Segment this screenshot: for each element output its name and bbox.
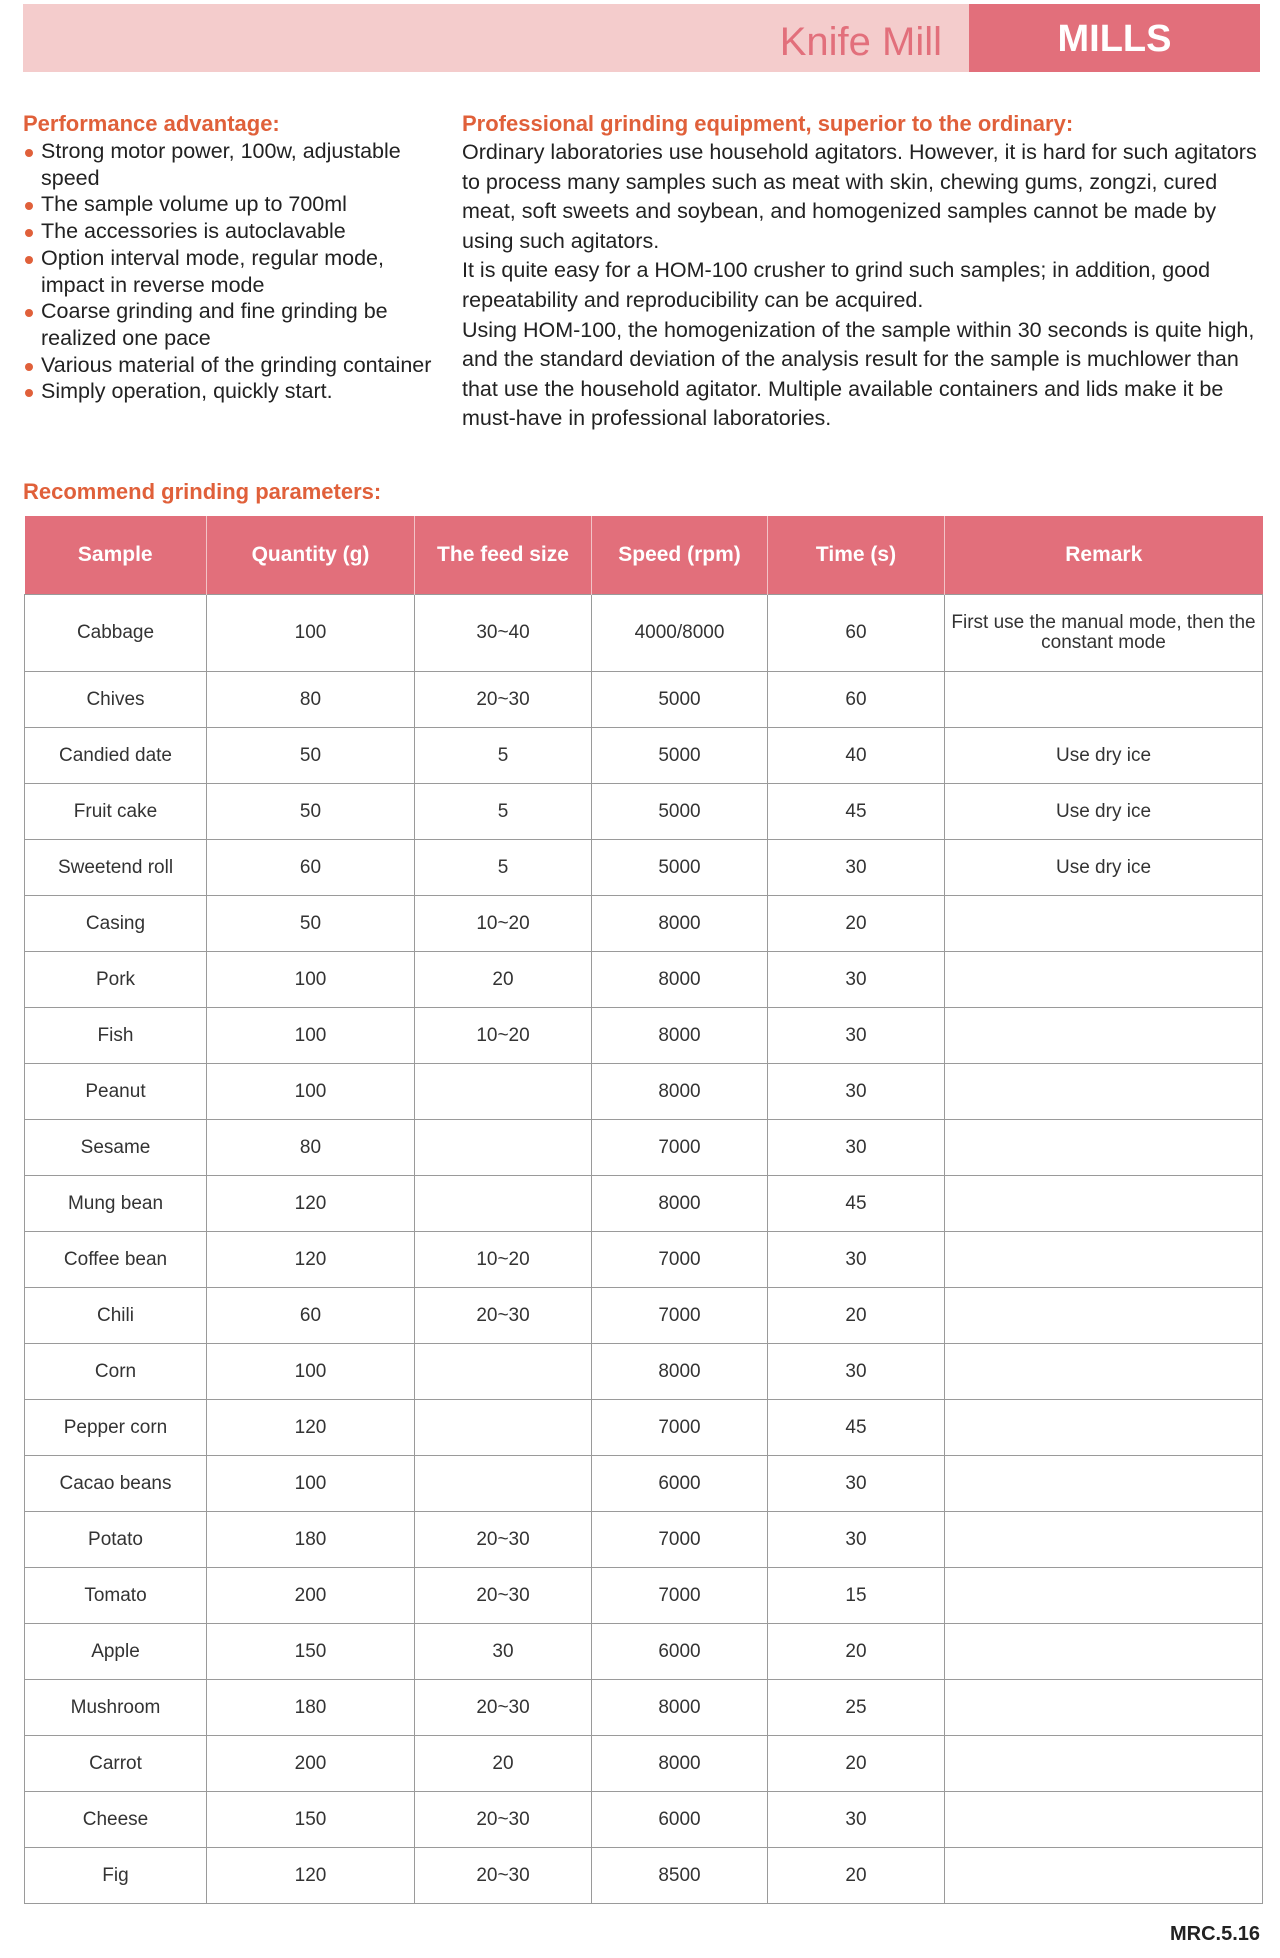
table-row — [25, 1624, 1263, 1680]
cell-feed-size: 10~20 — [415, 896, 592, 952]
cell-quantity: 80 — [207, 1120, 415, 1176]
table-row — [25, 672, 1263, 728]
performance-title: Performance advantage: — [23, 111, 280, 136]
cell-feed-size — [415, 1176, 592, 1232]
cell-feed-size — [415, 1064, 592, 1120]
cell-quantity: 60 — [207, 840, 415, 896]
table-row — [25, 784, 1263, 840]
cell-remark — [945, 896, 1263, 952]
cell-speed: 7000 — [592, 1512, 768, 1568]
professional-title: Professional grinding equipment, superior to the ordinary: — [462, 111, 1074, 136]
cell-sample: Fig — [25, 1848, 207, 1904]
column-header-feed-size: The feed size — [415, 516, 592, 595]
cell-quantity: 100 — [207, 1456, 415, 1512]
table-row — [25, 1176, 1263, 1232]
cell-quantity: 100 — [207, 1008, 415, 1064]
table-header-row — [25, 516, 1263, 595]
cell-feed-size: 10~20 — [415, 1232, 592, 1288]
cell-speed: 8000 — [592, 1736, 768, 1792]
cell-sample: Pepper corn — [25, 1400, 207, 1456]
cell-quantity: 200 — [207, 1736, 415, 1792]
cell-time: 25 — [768, 1680, 945, 1736]
cell-time: 60 — [768, 672, 945, 728]
cell-time: 15 — [768, 1568, 945, 1624]
cell-time: 30 — [768, 1344, 945, 1400]
cell-speed: 5000 — [592, 840, 768, 896]
cell-feed-size: 30 — [415, 1624, 592, 1680]
cell-remark — [945, 1288, 1263, 1344]
cell-sample: Mung bean — [25, 1176, 207, 1232]
cell-sample: Chives — [25, 672, 207, 728]
cell-quantity: 100 — [207, 595, 415, 672]
cell-feed-size: 20~30 — [415, 1568, 592, 1624]
cell-feed-size: 5 — [415, 784, 592, 840]
cell-sample: Potato — [25, 1512, 207, 1568]
cell-speed: 5000 — [592, 672, 768, 728]
cell-sample: Carrot — [25, 1736, 207, 1792]
cell-time: 60 — [768, 595, 945, 672]
cell-remark — [945, 1848, 1263, 1904]
cell-time: 45 — [768, 1176, 945, 1232]
list-item: The accessories is autoclavable — [23, 218, 443, 245]
table-row — [25, 595, 1263, 672]
cell-sample: Coffee bean — [25, 1232, 207, 1288]
cell-speed: 8000 — [592, 952, 768, 1008]
cell-quantity: 150 — [207, 1624, 415, 1680]
cell-remark — [945, 1064, 1263, 1120]
cell-speed: 8000 — [592, 1680, 768, 1736]
column-header-time: Time (s) — [768, 516, 945, 595]
list-item: Coarse grinding and fine grinding be realized one pace — [23, 298, 443, 351]
table-row — [25, 1288, 1263, 1344]
cell-time: 30 — [768, 1120, 945, 1176]
paragraph: Using HOM-100, the homogenization of the sample within 30 seconds is quite high, and the standard deviation of the analysis result for the sample is muchlower than that use the household agitator. Multiple available containers and lids make it be must-have in professional laboratories. — [462, 317, 1255, 431]
cell-feed-size — [415, 1400, 592, 1456]
cell-remark — [945, 1232, 1263, 1288]
cell-quantity: 150 — [207, 1792, 415, 1848]
cell-remark: First use the manual mode, then the constant mode — [945, 595, 1263, 672]
cell-speed: 5000 — [592, 728, 768, 784]
cell-remark — [945, 1568, 1263, 1624]
cell-feed-size: 20~30 — [415, 1512, 592, 1568]
cell-remark — [945, 1400, 1263, 1456]
cell-feed-size: 20~30 — [415, 1792, 592, 1848]
cell-speed: 4000/8000 — [592, 595, 768, 672]
cell-feed-size — [415, 1344, 592, 1400]
cell-speed: 8500 — [592, 1848, 768, 1904]
cell-speed: 5000 — [592, 784, 768, 840]
cell-speed: 7000 — [592, 1120, 768, 1176]
cell-sample: Mushroom — [25, 1680, 207, 1736]
cell-sample: Sesame — [25, 1120, 207, 1176]
cell-speed: 8000 — [592, 1064, 768, 1120]
cell-quantity: 50 — [207, 784, 415, 840]
cell-sample: Peanut — [25, 1064, 207, 1120]
cell-remark — [945, 1120, 1263, 1176]
cell-remark — [945, 1456, 1263, 1512]
cell-time: 40 — [768, 728, 945, 784]
table-row — [25, 1008, 1263, 1064]
cell-sample: Casing — [25, 896, 207, 952]
table-row — [25, 728, 1263, 784]
cell-feed-size — [415, 1120, 592, 1176]
cell-feed-size: 20~30 — [415, 672, 592, 728]
cell-speed: 7000 — [592, 1288, 768, 1344]
cell-time: 20 — [768, 1624, 945, 1680]
cell-speed: 8000 — [592, 896, 768, 952]
cell-sample: Cabbage — [25, 595, 207, 672]
cell-time: 20 — [768, 1288, 945, 1344]
table-row — [25, 1680, 1263, 1736]
cell-quantity: 80 — [207, 672, 415, 728]
cell-remark — [945, 1512, 1263, 1568]
table-row — [25, 1344, 1263, 1400]
paragraph: Ordinary laboratories use household agitators. However, it is hard for such agitators to process many samples such as meat with skin, chewing gums, zongzi, cured meat, soft sweets and soybean, and homogenized samples cannot be made by using such agitators. — [462, 140, 1257, 253]
cell-speed: 8000 — [592, 1344, 768, 1400]
cell-remark: Use dry ice — [945, 728, 1263, 784]
cell-feed-size: 20~30 — [415, 1288, 592, 1344]
cell-quantity: 120 — [207, 1176, 415, 1232]
list-item: Various material of the grinding container — [23, 352, 443, 379]
cell-quantity: 100 — [207, 1344, 415, 1400]
cell-quantity: 50 — [207, 728, 415, 784]
cell-time: 20 — [768, 1848, 945, 1904]
cell-feed-size: 20~30 — [415, 1680, 592, 1736]
table-row — [25, 896, 1263, 952]
cell-feed-size: 10~20 — [415, 1008, 592, 1064]
cell-remark — [945, 1008, 1263, 1064]
cell-time: 30 — [768, 1232, 945, 1288]
header-subtitle: Knife Mill — [779, 20, 942, 64]
table-row — [25, 1064, 1263, 1120]
cell-time: 30 — [768, 1064, 945, 1120]
cell-time: 30 — [768, 840, 945, 896]
cell-remark — [945, 1344, 1263, 1400]
cell-speed: 7000 — [592, 1400, 768, 1456]
cell-time: 30 — [768, 1512, 945, 1568]
table-body — [25, 595, 1263, 1904]
cell-sample: Pork — [25, 952, 207, 1008]
cell-speed: 6000 — [592, 1624, 768, 1680]
cell-sample: Cacao beans — [25, 1456, 207, 1512]
cell-sample: Candied date — [25, 728, 207, 784]
cell-remark — [945, 1176, 1263, 1232]
cell-speed: 6000 — [592, 1792, 768, 1848]
list-item: The sample volume up to 700ml — [23, 191, 443, 218]
paragraph: It is quite easy for a HOM-100 crusher to grind such samples; in addition, good repeatability and reproducibility can be acquired. — [462, 258, 1211, 312]
cell-time: 30 — [768, 1456, 945, 1512]
column-header-sample: Sample — [25, 516, 207, 595]
cell-speed: 8000 — [592, 1008, 768, 1064]
cell-feed-size: 20 — [415, 1736, 592, 1792]
table-row — [25, 840, 1263, 896]
cell-sample: Tomato — [25, 1568, 207, 1624]
column-header-quantity: Quantity (g) — [207, 516, 415, 595]
recommend-title: Recommend grinding parameters: — [23, 479, 382, 504]
cell-quantity: 100 — [207, 952, 415, 1008]
list-item: Option interval mode, regular mode, impact in reverse mode — [23, 245, 443, 298]
column-header-remark: Remark — [945, 516, 1263, 595]
performance-list — [23, 138, 443, 405]
cell-quantity: 120 — [207, 1232, 415, 1288]
table-row — [25, 1400, 1263, 1456]
page-code: MRC.5.16 — [1169, 1923, 1260, 1945]
cell-remark: Use dry ice — [945, 840, 1263, 896]
table-row — [25, 1456, 1263, 1512]
cell-time: 30 — [768, 1792, 945, 1848]
cell-remark — [945, 1624, 1263, 1680]
cell-speed: 8000 — [592, 1176, 768, 1232]
cell-sample: Cheese — [25, 1792, 207, 1848]
cell-feed-size — [415, 1456, 592, 1512]
cell-quantity: 60 — [207, 1288, 415, 1344]
parameters-table — [24, 516, 1263, 1904]
cell-quantity: 50 — [207, 896, 415, 952]
header-bar — [23, 4, 1260, 72]
header-category: MILLS — [969, 4, 1260, 72]
cell-sample: Fruit cake — [25, 784, 207, 840]
cell-feed-size: 5 — [415, 728, 592, 784]
cell-feed-size: 30~40 — [415, 595, 592, 672]
cell-sample: Sweetend roll — [25, 840, 207, 896]
performance-section — [23, 110, 443, 405]
cell-time: 20 — [768, 1736, 945, 1792]
table-row — [25, 952, 1263, 1008]
table-row — [25, 1792, 1263, 1848]
table-row — [25, 1232, 1263, 1288]
cell-sample: Corn — [25, 1344, 207, 1400]
table-row — [25, 1512, 1263, 1568]
professional-section — [462, 110, 1262, 434]
cell-time: 45 — [768, 1400, 945, 1456]
cell-sample: Apple — [25, 1624, 207, 1680]
cell-remark — [945, 672, 1263, 728]
cell-time: 20 — [768, 896, 945, 952]
list-item: Strong motor power, 100w, adjustable speed — [23, 138, 443, 191]
table-row — [25, 1848, 1263, 1904]
cell-feed-size: 5 — [415, 840, 592, 896]
table-row — [25, 1568, 1263, 1624]
table-row — [25, 1120, 1263, 1176]
cell-remark — [945, 952, 1263, 1008]
cell-quantity: 200 — [207, 1568, 415, 1624]
cell-quantity: 180 — [207, 1512, 415, 1568]
cell-feed-size: 20 — [415, 952, 592, 1008]
cell-remark: Use dry ice — [945, 784, 1263, 840]
cell-speed: 6000 — [592, 1456, 768, 1512]
cell-quantity: 100 — [207, 1064, 415, 1120]
cell-time: 30 — [768, 1008, 945, 1064]
cell-quantity: 180 — [207, 1680, 415, 1736]
table-row — [25, 1736, 1263, 1792]
cell-remark — [945, 1792, 1263, 1848]
cell-speed: 7000 — [592, 1568, 768, 1624]
cell-quantity: 120 — [207, 1400, 415, 1456]
cell-sample: Chili — [25, 1288, 207, 1344]
cell-time: 45 — [768, 784, 945, 840]
list-item: Simply operation, quickly start. — [23, 378, 443, 405]
cell-quantity: 120 — [207, 1848, 415, 1904]
cell-sample: Fish — [25, 1008, 207, 1064]
cell-speed: 7000 — [592, 1232, 768, 1288]
cell-feed-size: 20~30 — [415, 1848, 592, 1904]
cell-remark — [945, 1680, 1263, 1736]
cell-remark — [945, 1736, 1263, 1792]
cell-time: 30 — [768, 952, 945, 1008]
column-header-speed: Speed (rpm) — [592, 516, 768, 595]
